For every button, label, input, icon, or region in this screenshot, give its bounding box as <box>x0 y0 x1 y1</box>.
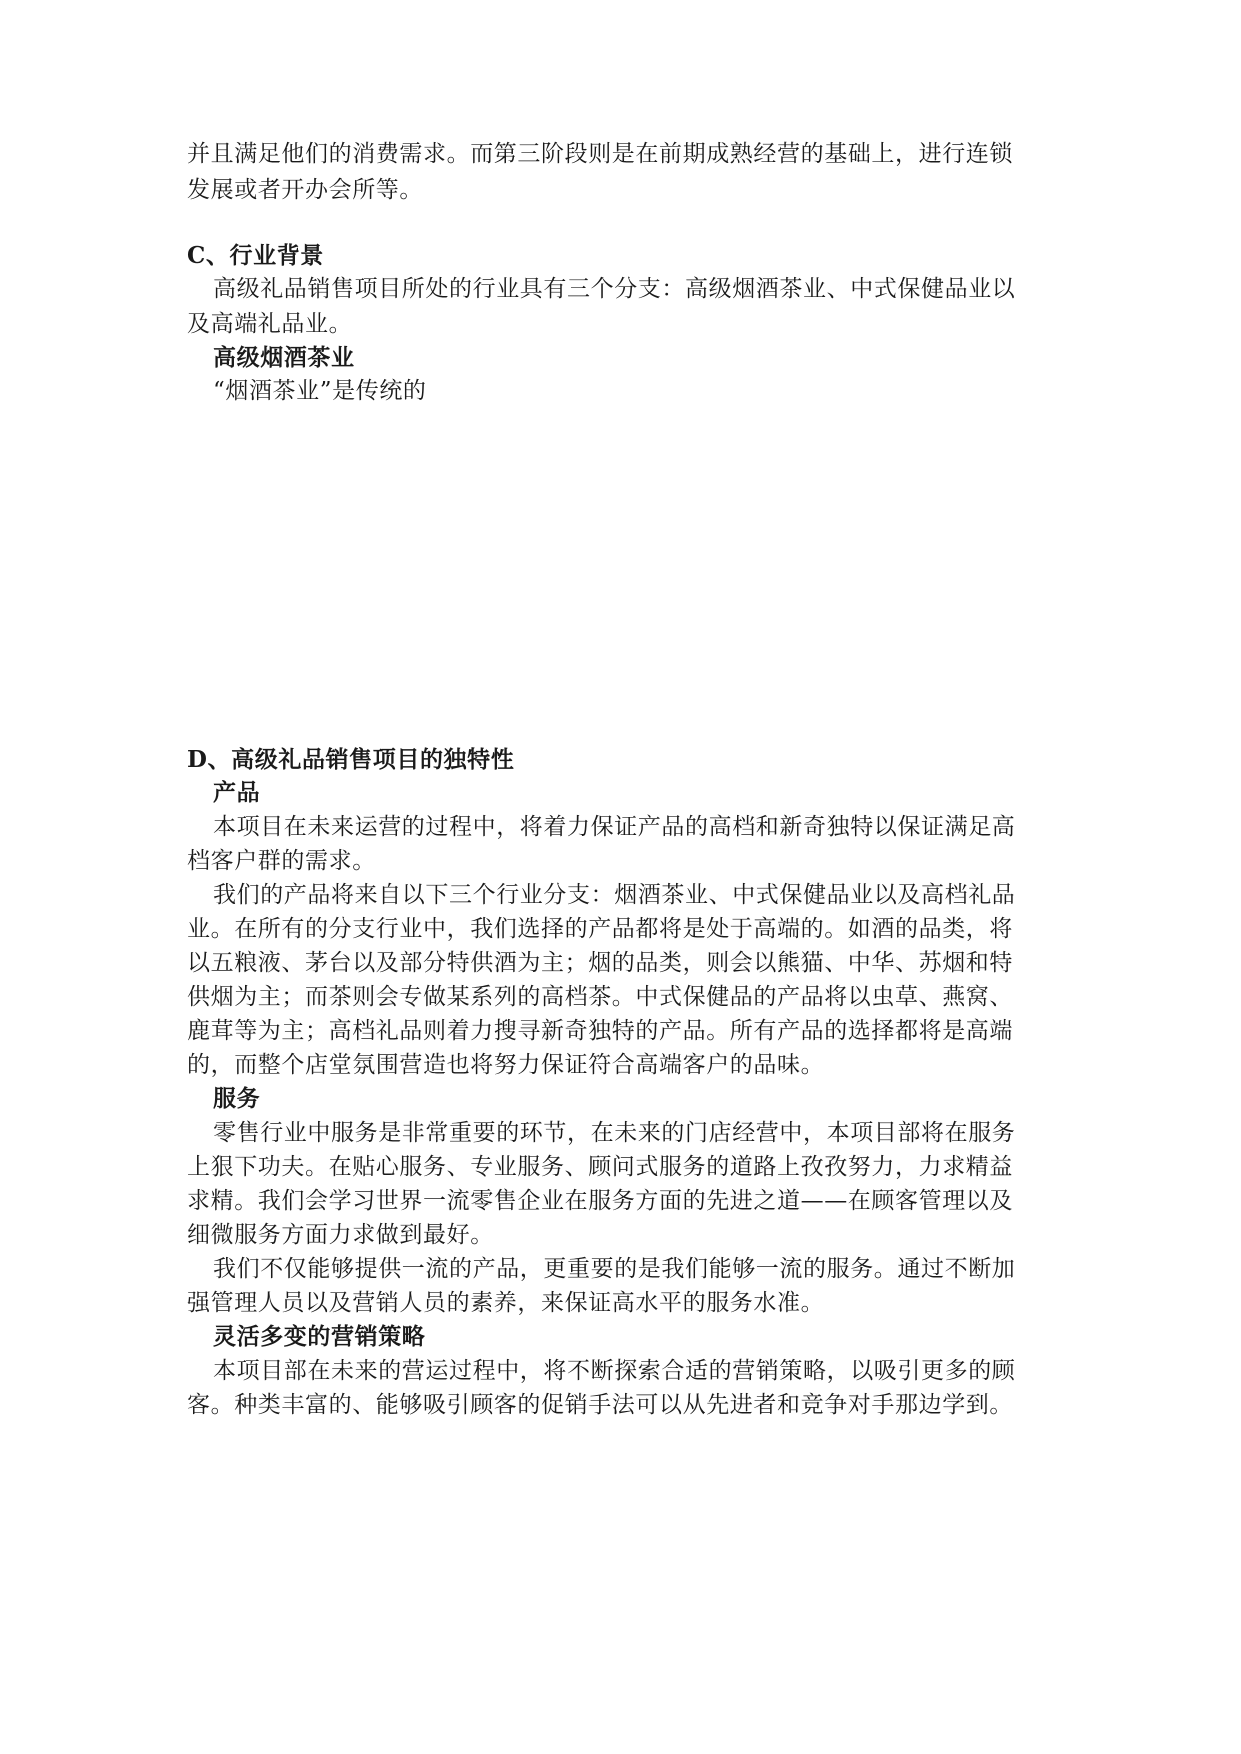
paragraph-line: 以五粮液、茅台以及部分特供酒为主；烟的品类，则会以熊猫、中华、苏烟和特 <box>187 950 1013 976</box>
paragraph-line: 业。在所有的分支行业中，我们选择的产品都将是处于高端的。如酒的品类，将 <box>187 916 1013 942</box>
paragraph-line: 客。种类丰富的、能够吸引顾客的促销手法可以从先进者和竞争对手那边学到。 <box>187 1392 1013 1418</box>
paragraph-line: 高级礼品销售项目所处的行业具有三个分支：高级烟酒茶业、中式保健品业以 <box>213 276 1016 302</box>
sub-heading-service: 服务 <box>213 1085 261 1112</box>
paragraph-line: 及高端礼品业。 <box>187 311 353 337</box>
section-heading-c: C、行业背景 <box>187 242 324 269</box>
sub-heading-tobacco-liquor-tea: 高级烟酒茶业 <box>213 344 355 371</box>
paragraph-line: 本项目在未来运营的过程中，将着力保证产品的高档和新奇独特以保证满足高 <box>213 814 1016 840</box>
section-heading-d: D、高级礼品销售项目的独特性 <box>187 746 515 773</box>
paragraph-line: 强管理人员以及营销人员的素养，来保证高水平的服务水准。 <box>187 1290 825 1316</box>
paragraph-line: 我们不仅能够提供一流的产品，更重要的是我们能够一流的服务。通过不断加 <box>213 1256 1016 1282</box>
paragraph-line: 并且满足他们的消费需求。而第三阶段则是在前期成熟经营的基础上，进行连锁 <box>187 141 1013 167</box>
paragraph-line: 的，而整个店堂氛围营造也将努力保证符合高端客户的品味。 <box>187 1052 825 1078</box>
sub-heading-product: 产品 <box>213 779 261 806</box>
paragraph-line: 本项目部在未来的营运过程中，将不断探索合适的营销策略，以吸引更多的顾 <box>213 1358 1016 1384</box>
paragraph-line: 档客户群的需求。 <box>187 848 376 874</box>
paragraph-line: 求精。我们会学习世界一流零售企业在服务方面的先进之道——在顾客管理以及 <box>187 1188 1013 1214</box>
paragraph-line: 鹿茸等为主；高档礼品则着力搜寻新奇独特的产品。所有产品的选择都将是高端 <box>187 1018 1013 1044</box>
paragraph-line: 供烟为主；而茶则会专做某系列的高档茶。中式保健品的产品将以虫草、燕窝、 <box>187 984 1013 1010</box>
paragraph-line: 零售行业中服务是非常重要的环节，在未来的门店经营中，本项目部将在服务 <box>213 1120 1016 1146</box>
paragraph-line: 细微服务方面力求做到最好。 <box>187 1222 494 1248</box>
paragraph-line: 我们的产品将来自以下三个行业分支：烟酒茶业、中式保健品业以及高档礼品 <box>213 882 1016 908</box>
paragraph-line: 上狠下功夫。在贴心服务、专业服务、顾问式服务的道路上孜孜努力，力求精益 <box>187 1154 1013 1180</box>
paragraph-line: 发展或者开办会所等。 <box>187 177 423 203</box>
paragraph-line: “烟酒茶业”是传统的 <box>213 378 427 404</box>
sub-heading-marketing: 灵活多变的营销策略 <box>213 1323 426 1350</box>
